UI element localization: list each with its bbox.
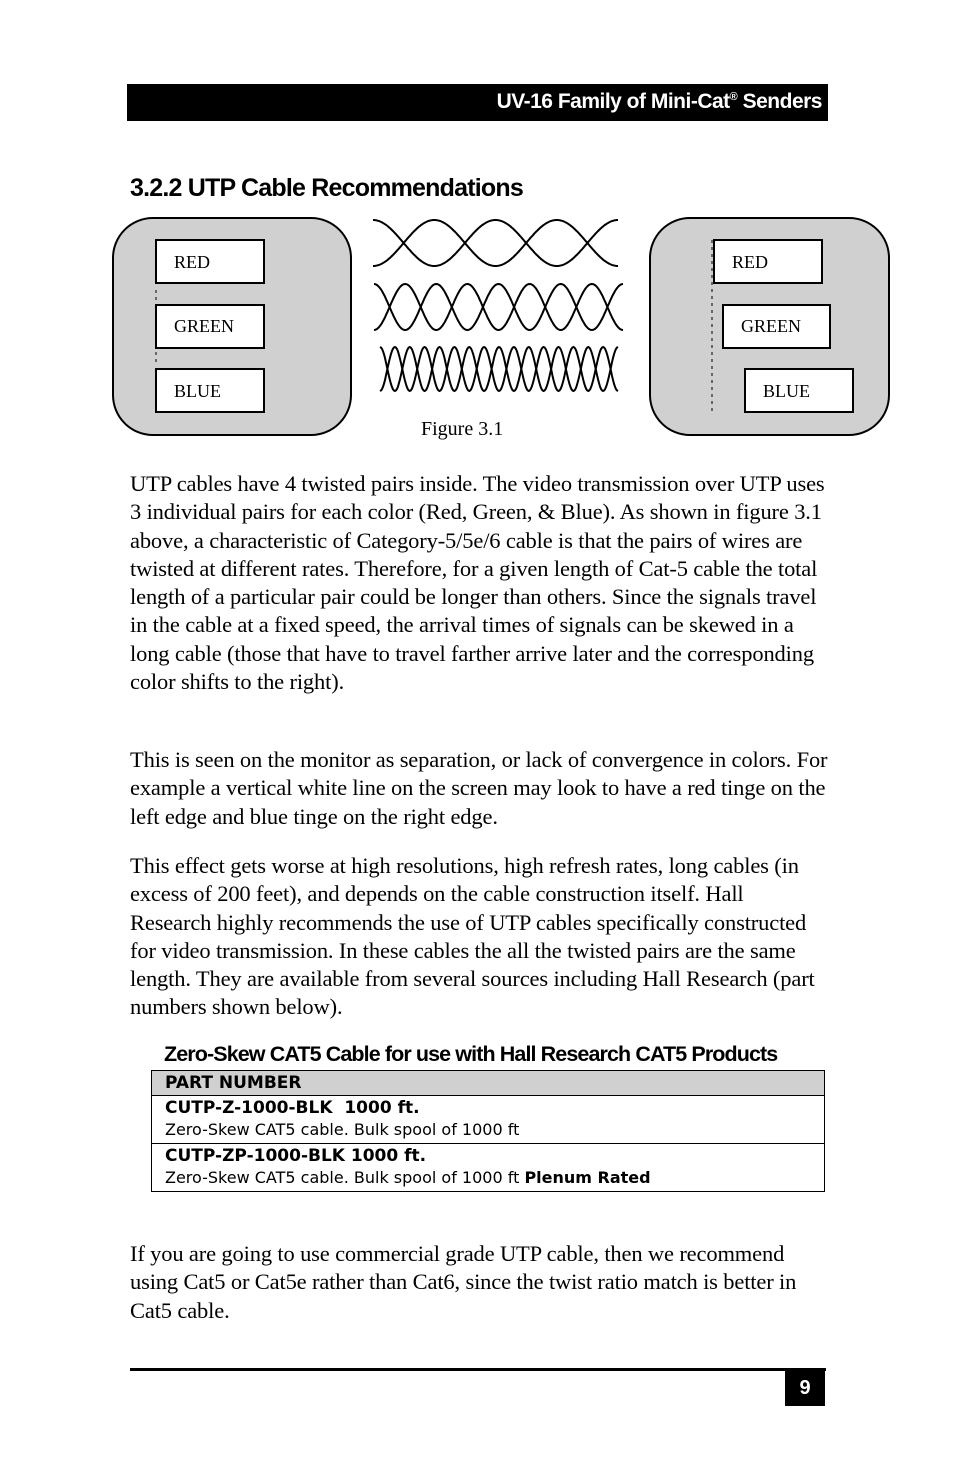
twisted-pair-tight xyxy=(380,347,618,391)
footer-rule xyxy=(130,1368,826,1371)
right-pin-label-red: RED xyxy=(732,252,768,272)
table-row xyxy=(152,1096,824,1143)
twisted-pair-tight xyxy=(380,347,618,391)
plenum-rated-label: Plenum Rated xyxy=(524,1168,651,1187)
running-header-title: UV-16 Family of Mini-Cat® Senders xyxy=(496,90,822,113)
registered-mark: ® xyxy=(729,91,738,103)
right-pin-label-blue: BLUE xyxy=(763,381,810,401)
twisted-pair-figure xyxy=(0,0,954,450)
twisted-pair-loose xyxy=(373,220,618,266)
table-row xyxy=(152,1143,824,1191)
twisted-pairs xyxy=(373,220,623,391)
table-caption: Zero-Skew CAT5 Cable for use with Hall Research CAT5 Products xyxy=(164,1042,778,1066)
body-paragraph: UTP cables have 4 twisted pairs inside. The video transmission over UTP uses 3 individual pairs for each color (Red, Green, & Blue). As shown in figure 3.1 above, a characteristic of Category-5/5e/6 cable is that the pairs of wires are twisted at different rates. Therefore, for a given length of Cat-5 cable the total length of a particular pair could be longer than others. Since the signals travel in the cable at a fixed speed, the arrival times of signals can be skewed in a long cable (those that have to travel farther arrive later and the corresponding color shifts to the right). xyxy=(130,471,825,695)
left-pin-label-red: RED xyxy=(174,252,210,272)
body-paragraph: If you are going to use commercial grade UTP cable, then we recommend using Cat5 or Cat5e rather than Cat6, since the twist ratio match is better in Cat5 cable. xyxy=(130,1241,797,1323)
part-description: Zero-Skew CAT5 cable. Bulk spool of 1000 ft Plenum Rated xyxy=(165,1168,651,1187)
twisted-pair-loose xyxy=(373,220,618,266)
left-pin-label-green: GREEN xyxy=(174,316,234,336)
right-pin-label-green: GREEN xyxy=(741,316,801,336)
body-paragraph: This is seen on the monitor as separation, or lack of convergence in colors. For example a vertical white line on the screen may look to have a red tinge on the left edge and blue tinge on the right edge. xyxy=(130,747,828,829)
part-description: Zero-Skew CAT5 cable. Bulk spool of 1000 ft xyxy=(165,1120,520,1139)
part-number: CUTP-ZP-1000-BLK 1000 ft. xyxy=(165,1146,427,1166)
left-pin-label-blue: BLUE xyxy=(174,381,221,401)
right-pin-red xyxy=(714,240,822,283)
parts-table xyxy=(151,1070,825,1192)
page-number: 9 xyxy=(785,1370,825,1406)
twisted-pair-medium xyxy=(374,284,623,330)
table-header: PART NUMBER xyxy=(152,1071,824,1096)
left-pin-red xyxy=(156,240,264,283)
figure-caption: Figure 3.1 xyxy=(421,418,504,440)
section-title: 3.2.2 UTP Cable Recommendations xyxy=(130,174,523,202)
part-number: CUTP-Z-1000-BLK 1000 ft. xyxy=(165,1098,420,1118)
twisted-pair-medium xyxy=(374,284,623,330)
body-paragraph: This effect gets worse at high resolutions, high refresh rates, long cables (in excess of 200 feet), and depends on the cable construction itself. Hall Research highly recommends the use of UTP cables specifically constructed for video transmission. In these cables the all the twisted pairs are the same length. They are available from several sources including Hall Research (part numbers shown below). xyxy=(130,853,815,1020)
